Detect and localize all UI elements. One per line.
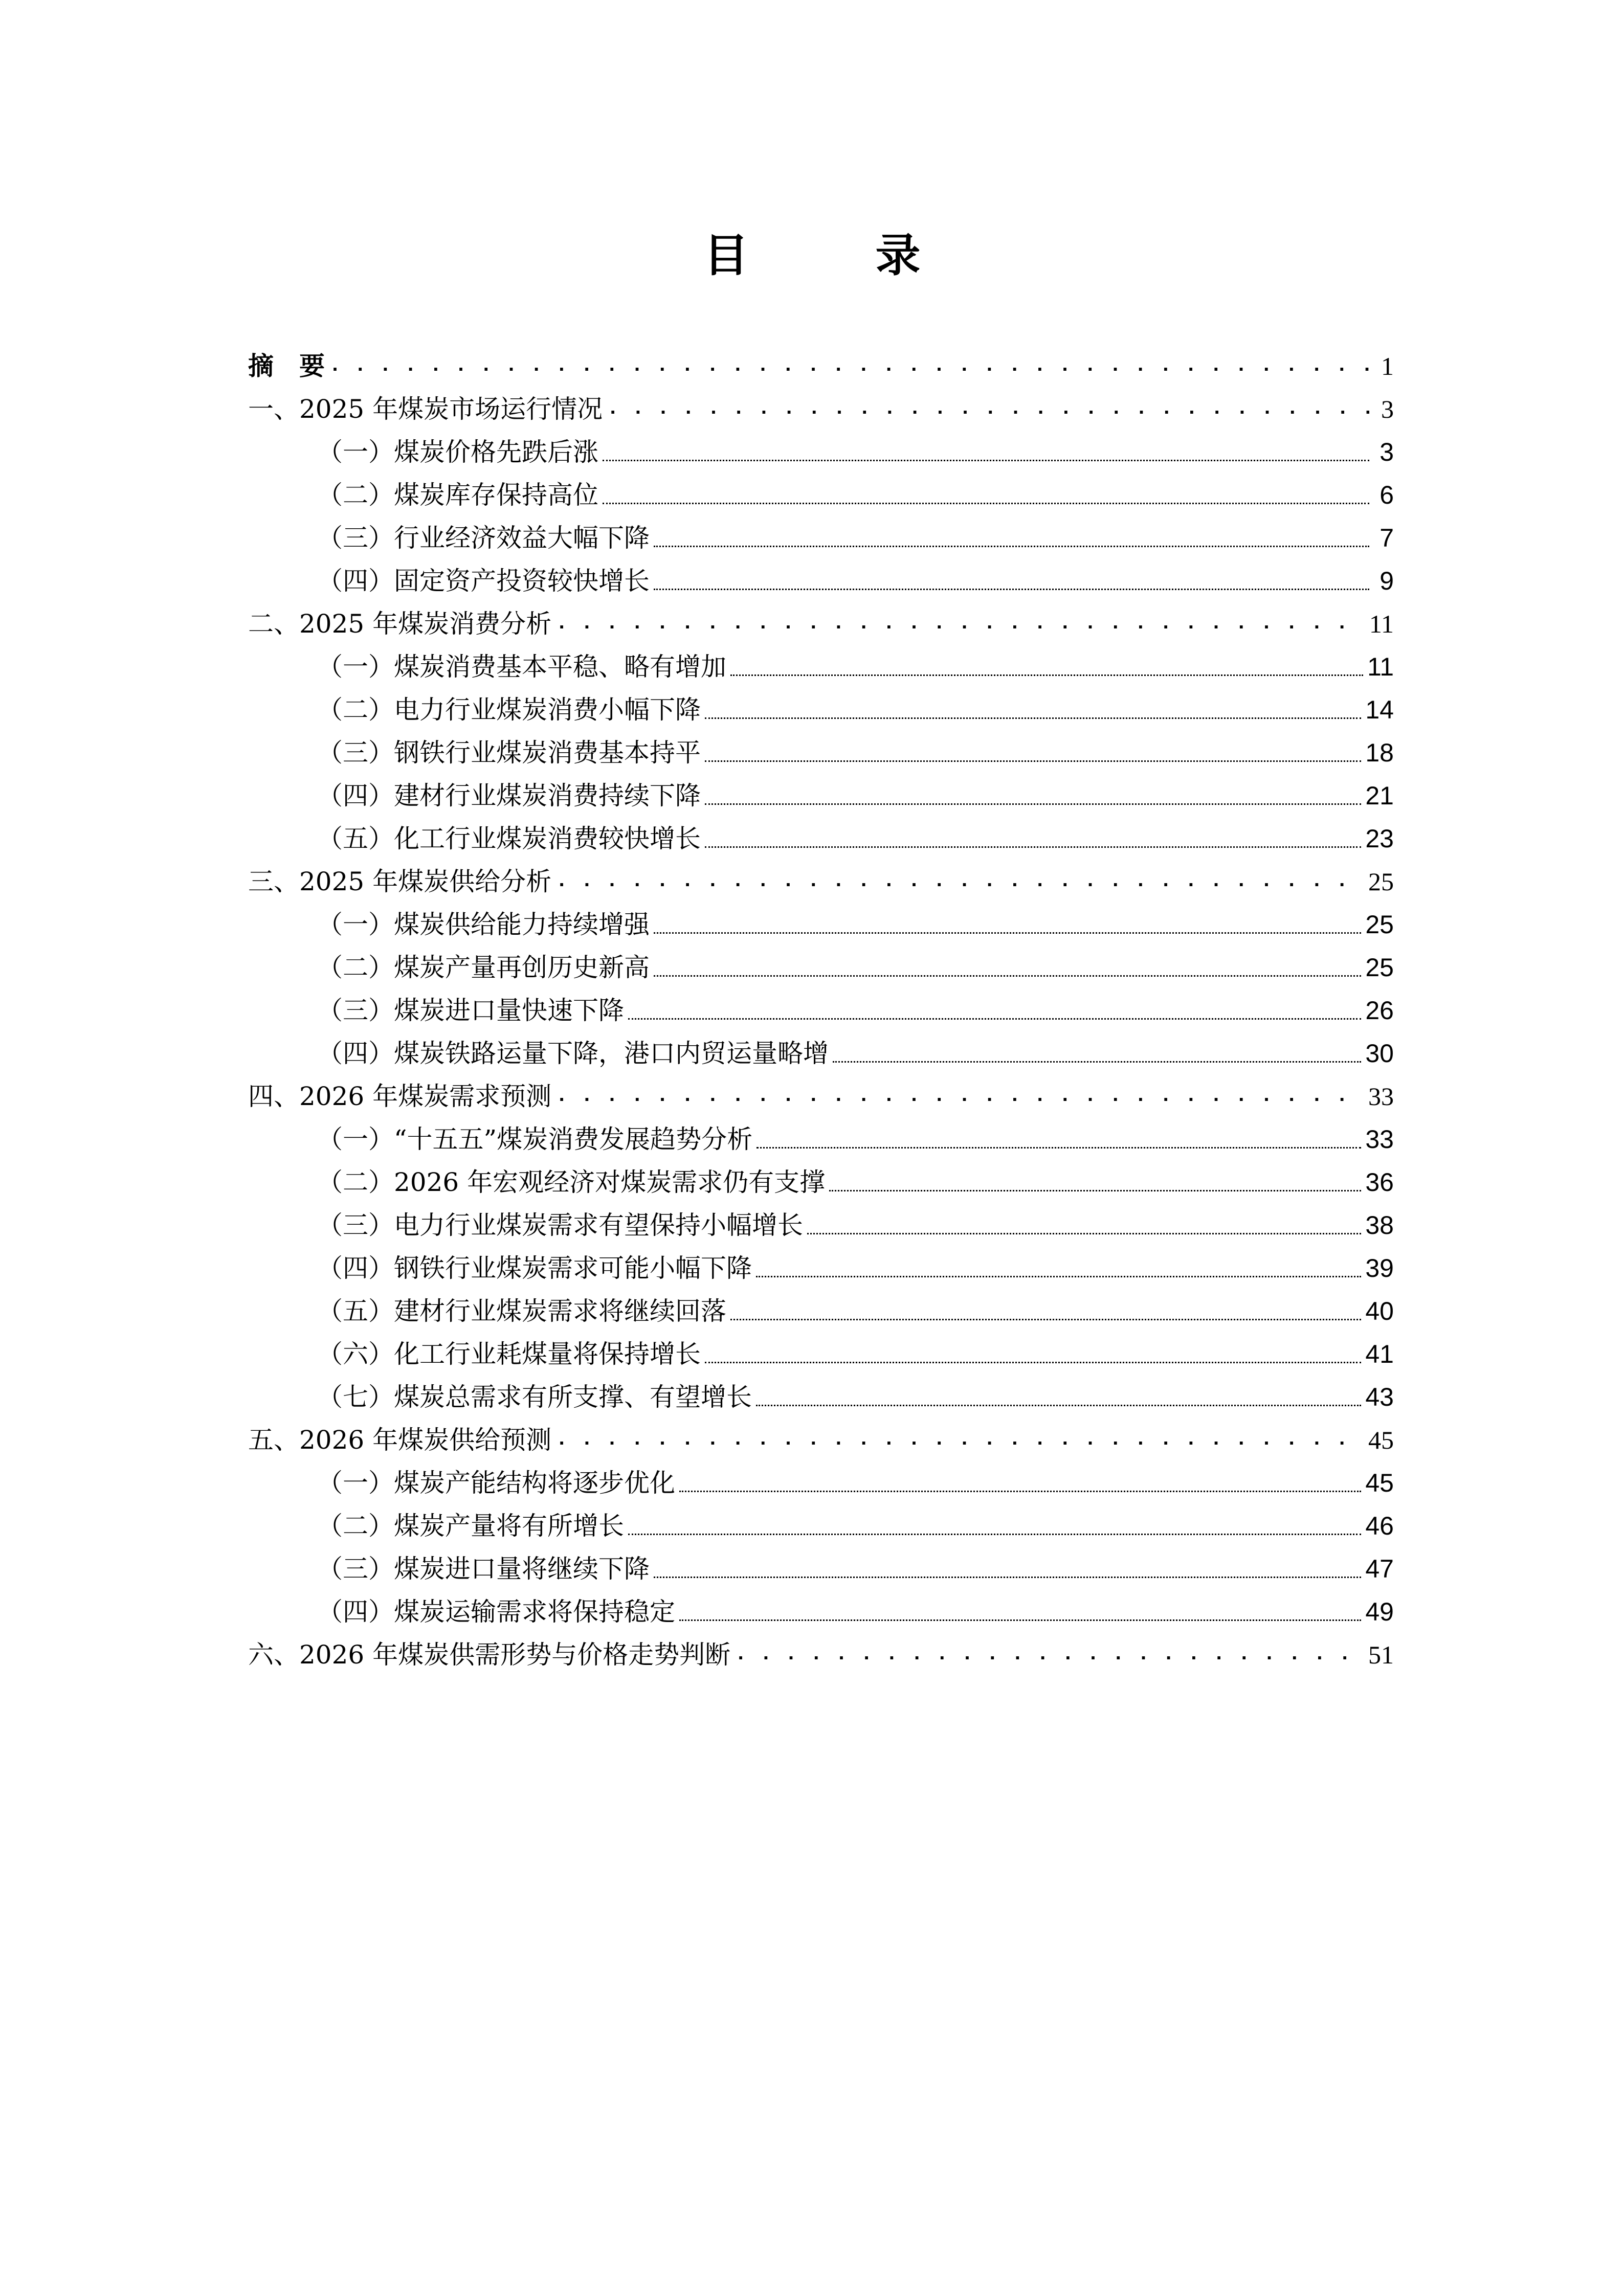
- toc-chapter-entry[interactable]: [248, 860, 1394, 903]
- dot-leader: [555, 602, 1365, 645]
- toc-section-entry[interactable]: [248, 774, 1394, 817]
- toc-entry-label: （四）钢铁行业煤炭需求可能小幅下降: [317, 1253, 752, 1283]
- toc-chapter-entry[interactable]: [248, 1075, 1394, 1118]
- dot-leader: [829, 1161, 1361, 1204]
- toc-entry-label: 二、2025 年煤炭消费分析: [248, 609, 552, 639]
- toc-chapter-entry[interactable]: [248, 345, 1394, 388]
- toc-section-entry[interactable]: [248, 1118, 1394, 1161]
- toc-section-entry[interactable]: [248, 1590, 1394, 1633]
- toc-page-number: 11: [1369, 610, 1394, 638]
- toc-page-number: 39: [1365, 1254, 1394, 1282]
- dot-leader: [756, 1247, 1361, 1290]
- toc-section-entry[interactable]: [248, 1547, 1394, 1590]
- dot-leader: [555, 1075, 1364, 1118]
- dot-leader: [705, 1333, 1361, 1376]
- toc-page-number: 25: [1368, 867, 1394, 896]
- toc-section-entry[interactable]: [248, 431, 1394, 474]
- toc-entry-label: （二）煤炭产量再创历史新高: [317, 953, 650, 982]
- toc-page-number: 51: [1368, 1640, 1394, 1669]
- toc-entry-label: （五）建材行业煤炭需求将继续回落: [317, 1296, 726, 1326]
- dot-leader: [735, 1633, 1364, 1676]
- toc-section-entry[interactable]: [248, 688, 1394, 731]
- toc-chapter-entry[interactable]: [248, 602, 1394, 645]
- toc-page-number: 38: [1365, 1211, 1394, 1240]
- toc-section-entry[interactable]: [248, 989, 1394, 1032]
- toc-page-number: 14: [1365, 695, 1394, 724]
- dot-leader: [807, 1204, 1361, 1247]
- toc-entry-label: 四、2026 年煤炭需求预测: [248, 1082, 552, 1111]
- toc-page-number: 9: [1380, 567, 1394, 595]
- toc-entry-label: （一）煤炭消费基本平稳、略有增加: [317, 652, 726, 682]
- dot-leader: [628, 989, 1361, 1032]
- toc-page-number: 30: [1365, 1039, 1394, 1068]
- toc-section-entry[interactable]: [248, 1376, 1394, 1419]
- toc-section-entry[interactable]: [248, 1461, 1394, 1504]
- toc-section-entry[interactable]: [248, 516, 1394, 559]
- dot-leader: [603, 431, 1369, 474]
- dot-leader: [730, 645, 1363, 688]
- toc-page-number: 36: [1365, 1168, 1394, 1197]
- toc-chapter-entry[interactable]: [248, 1419, 1394, 1461]
- toc-section-entry[interactable]: [248, 559, 1394, 602]
- toc-page-number: 7: [1380, 524, 1394, 552]
- toc-entry-label: 摘 要: [248, 351, 325, 381]
- toc-page-number: 43: [1365, 1383, 1394, 1411]
- toc-entry-label: （二）2026 年宏观经济对煤炭需求仍有支撑: [317, 1167, 826, 1197]
- toc-page-number: 3: [1380, 438, 1394, 466]
- dot-leader: [730, 1290, 1361, 1333]
- toc-page-number: 26: [1365, 996, 1394, 1025]
- toc-page-number: 45: [1365, 1469, 1394, 1497]
- dot-leader: [555, 860, 1364, 903]
- toc-entry-label: （三）钢铁行业煤炭消费基本持平: [317, 738, 701, 768]
- toc-page-number: 33: [1368, 1082, 1394, 1111]
- page-title: 目 录: [703, 229, 962, 282]
- toc-page-number: 11: [1367, 652, 1394, 681]
- dot-leader: [628, 1504, 1361, 1547]
- dot-leader: [654, 516, 1369, 559]
- toc-page-number: 46: [1365, 1512, 1394, 1540]
- dot-leader: [654, 1547, 1361, 1590]
- toc-section-entry[interactable]: [248, 1333, 1394, 1376]
- toc-entry-label: （三）煤炭进口量将继续下降: [317, 1554, 650, 1584]
- toc-entry-label: （三）行业经济效益大幅下降: [317, 523, 650, 553]
- toc-entry-label: 一、2025 年煤炭市场运行情况: [248, 394, 603, 424]
- toc-entry-label: （四）固定资产投资较快增长: [317, 566, 650, 596]
- toc-entry-label: 三、2025 年煤炭供给分析: [248, 867, 552, 896]
- toc-entry-label: （二）煤炭产量将有所增长: [317, 1511, 624, 1541]
- dot-leader: [607, 388, 1369, 431]
- toc-page-number: 3: [1381, 395, 1394, 423]
- toc-entry-label: （一）煤炭供给能力持续增强: [317, 910, 650, 939]
- dot-leader: [329, 345, 1369, 388]
- toc-entry-label: （六）化工行业耗煤量将保持增长: [317, 1339, 701, 1369]
- toc-page-number: 23: [1365, 824, 1394, 853]
- toc-page-number: 40: [1365, 1297, 1394, 1325]
- toc-entry-label: （三）电力行业煤炭需求有望保持小幅增长: [317, 1210, 803, 1240]
- toc-section-entry[interactable]: [248, 1161, 1394, 1204]
- toc-section-entry[interactable]: [248, 1204, 1394, 1247]
- dot-leader: [705, 817, 1361, 860]
- toc-section-entry[interactable]: [248, 1290, 1394, 1333]
- dot-leader: [679, 1461, 1361, 1504]
- toc-section-entry[interactable]: [248, 1247, 1394, 1290]
- toc-section-entry[interactable]: [248, 731, 1394, 774]
- toc-entry-label: （二）电力行业煤炭消费小幅下降: [317, 695, 701, 725]
- toc-section-entry[interactable]: [248, 946, 1394, 989]
- table-of-contents: [248, 345, 1394, 1676]
- toc-chapter-entry[interactable]: [248, 388, 1394, 431]
- toc-entry-label: （七）煤炭总需求有所支撑、有望增长: [317, 1382, 752, 1412]
- dot-leader: [757, 1118, 1361, 1161]
- toc-page-number: 6: [1380, 481, 1394, 509]
- toc-section-entry[interactable]: [248, 1032, 1394, 1075]
- dot-leader: [705, 731, 1361, 774]
- toc-entry-label: （四）建材行业煤炭消费持续下降: [317, 781, 701, 811]
- toc-chapter-entry[interactable]: [248, 1633, 1394, 1676]
- toc-section-entry[interactable]: [248, 817, 1394, 860]
- toc-page-number: 49: [1365, 1597, 1394, 1626]
- dot-leader: [705, 688, 1361, 731]
- dot-leader: [555, 1419, 1364, 1461]
- toc-page-number: 41: [1365, 1340, 1394, 1368]
- toc-page-number: 33: [1365, 1125, 1394, 1154]
- dot-leader: [756, 1376, 1361, 1419]
- dot-leader: [679, 1590, 1361, 1633]
- toc-page-number: 45: [1368, 1426, 1394, 1454]
- toc-entry-label: （五）化工行业煤炭消费较快增长: [317, 824, 701, 853]
- toc-entry-label: （二）煤炭库存保持高位: [317, 480, 598, 510]
- toc-section-entry[interactable]: [248, 474, 1394, 516]
- dot-leader: [603, 474, 1369, 516]
- toc-entry-label: （三）煤炭进口量快速下降: [317, 996, 624, 1025]
- toc-page-number: 47: [1365, 1555, 1394, 1583]
- toc-entry-label: （一）“十五五”煤炭消费发展趋势分析: [317, 1124, 753, 1154]
- toc-page-number: 21: [1365, 781, 1394, 810]
- toc-entry-label: 六、2026 年煤炭供需形势与价格走势判断: [248, 1640, 731, 1670]
- toc-section-entry[interactable]: [248, 645, 1394, 688]
- dot-leader: [705, 774, 1361, 817]
- toc-entry-label: （一）煤炭产能结构将逐步优化: [317, 1468, 675, 1498]
- dot-leader: [654, 946, 1361, 989]
- toc-entry-label: 五、2026 年煤炭供给预测: [248, 1425, 552, 1455]
- toc-page-number: 25: [1365, 910, 1394, 939]
- toc-section-entry[interactable]: [248, 903, 1394, 946]
- dot-leader: [833, 1032, 1361, 1075]
- toc-page-number: 1: [1381, 352, 1394, 380]
- toc-entry-label: （四）煤炭铁路运量下降，港口内贸运量略增: [317, 1039, 829, 1068]
- toc-entry-label: （一）煤炭价格先跌后涨: [317, 437, 598, 467]
- dot-leader: [654, 903, 1361, 946]
- toc-entry-label: （四）煤炭运输需求将保持稳定: [317, 1597, 675, 1627]
- toc-page-number: 25: [1365, 953, 1394, 982]
- toc-section-entry[interactable]: [248, 1504, 1394, 1547]
- dot-leader: [654, 559, 1369, 602]
- toc-page-number: 18: [1365, 738, 1394, 767]
